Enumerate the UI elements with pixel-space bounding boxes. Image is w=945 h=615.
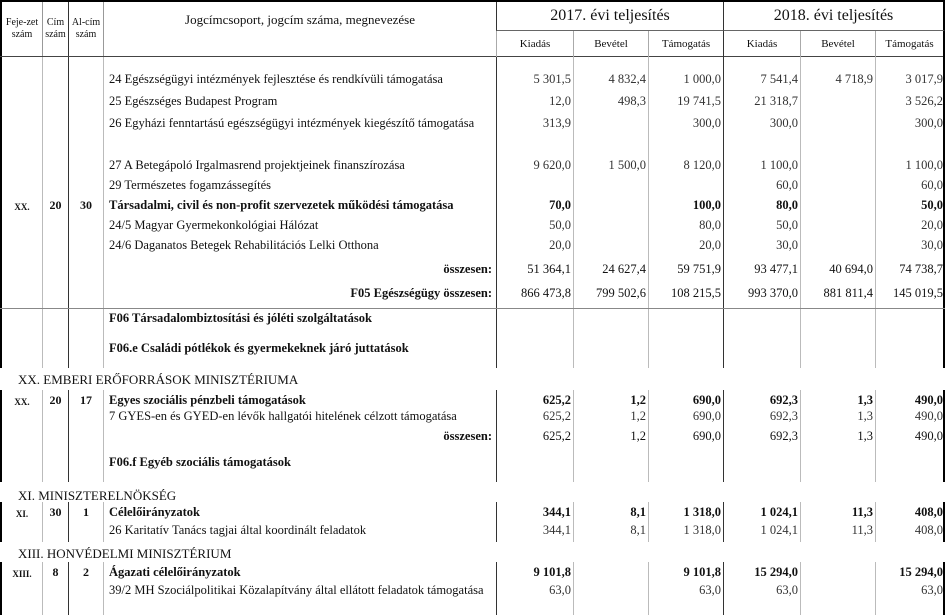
header-tamogatas-2017: Támogatás (648, 31, 723, 57)
bevetel-2018-cell (800, 215, 875, 235)
empty-cell (723, 57, 800, 69)
empty-cell (42, 57, 68, 69)
tamogatas-2018-cell: 74 738,7 (875, 259, 945, 283)
description-cell: Ágazati célelőirányzatok (103, 562, 496, 580)
header-cim: Cím szám (42, 2, 68, 56)
description-cell: F06.e Családi pótlékok és gyermekeknek járó juttatások (103, 338, 496, 368)
kiadas-2017-cell: 625,2 (496, 406, 573, 426)
empty-cell (800, 57, 875, 69)
description-cell: F06.f Egyéb szociális támogatások (103, 452, 496, 482)
bevetel-2017-cell: 799 502,6 (573, 283, 648, 308)
description-cell: 24/6 Daganatos Betegek Rehabilitációs Lelki Otthona (103, 235, 496, 259)
tamogatas-2017-cell: 1 000,0 (648, 69, 723, 91)
alcim-cell (68, 426, 103, 452)
tamogatas-2017-cell: 108 215,5 (648, 283, 723, 308)
tamogatas-2017-cell: 1 318,0 (648, 502, 723, 520)
kiadas-2017-cell (496, 338, 573, 368)
bevetel-2017-cell (573, 308, 648, 338)
description-cell: összesen: (103, 259, 496, 283)
bevetel-2017-cell (573, 175, 648, 195)
tamogatas-2018-cell: 15 294,0 (875, 562, 945, 580)
table-row (0, 452, 945, 482)
bevetel-2017-cell (573, 113, 648, 155)
empty-cell (103, 57, 496, 69)
kiadas-2018-cell: 60,0 (723, 175, 800, 195)
bevetel-2017-cell: 24 627,4 (573, 259, 648, 283)
description-cell: Társadalmi, civil és non-profit szervezetek működési támogatása (103, 195, 496, 215)
cim-cell (42, 235, 68, 259)
description-cell: 24/5 Magyar Gyermekonkológiai Hálózat (103, 215, 496, 235)
fejezet-cell (0, 406, 42, 426)
empty-cell (68, 57, 103, 69)
tamogatas-2017-cell: 8 120,0 (648, 155, 723, 175)
description-cell: 25 Egészséges Budapest Program (103, 91, 496, 113)
alcim-cell (68, 113, 103, 155)
header-year-2017: 2017. évi teljesítés (496, 2, 723, 31)
kiadas-2017-cell: 5 301,5 (496, 69, 573, 91)
bevetel-2018-cell (800, 452, 875, 482)
empty-cell (648, 57, 723, 69)
bevetel-2017-cell (573, 215, 648, 235)
header-kiadas-2017: Kiadás (496, 31, 573, 57)
cim-cell (42, 426, 68, 452)
table-row (0, 155, 945, 175)
kiadas-2018-cell: 21 318,7 (723, 91, 800, 113)
alcim-cell (68, 406, 103, 426)
cim-cell (42, 215, 68, 235)
alcim-cell (68, 308, 103, 338)
table-header (0, 0, 945, 57)
alcim-cell (68, 338, 103, 368)
alcim-cell: 17 (68, 390, 103, 406)
kiadas-2017-cell: 625,2 (496, 390, 573, 406)
fejezet-cell (0, 69, 42, 91)
alcim-cell (68, 580, 103, 615)
tamogatas-2017-cell (648, 338, 723, 368)
fejezet-cell (0, 215, 42, 235)
cim-cell: 30 (42, 502, 68, 520)
alcim-cell: 2 (68, 562, 103, 580)
tamogatas-2018-cell: 490,0 (875, 390, 945, 406)
cim-cell (42, 259, 68, 283)
table-row (0, 390, 945, 406)
kiadas-2017-cell: 63,0 (496, 580, 573, 615)
cim-cell (42, 308, 68, 338)
description-cell: 26 Egyházi fenntartású egészségügyi intézmények kiegészítő támogatása (103, 113, 496, 155)
alcim-cell (68, 69, 103, 91)
alcim-cell: 1 (68, 502, 103, 520)
kiadas-2018-cell: 93 477,1 (723, 259, 800, 283)
cim-cell (42, 580, 68, 615)
description-cell: 24 Egészségügyi intézmények fejlesztése és rendkívüli támogatása (103, 69, 496, 91)
cim-cell (42, 155, 68, 175)
table-row (0, 580, 945, 615)
tamogatas-2018-cell: 408,0 (875, 520, 945, 542)
alcim-cell (68, 235, 103, 259)
fejezet-cell (0, 338, 42, 368)
table-row (0, 69, 945, 91)
description-cell: 7 GYES-en és GYED-en lévők hallgatói hitelének célzott támogatása (103, 406, 496, 426)
table-row (0, 113, 945, 155)
bevetel-2018-cell: 1,3 (800, 406, 875, 426)
tamogatas-2018-cell (875, 338, 945, 368)
tamogatas-2017-cell: 9 101,8 (648, 562, 723, 580)
description-cell: Célelőirányzatok (103, 502, 496, 520)
kiadas-2018-cell: 30,0 (723, 235, 800, 259)
bevetel-2018-cell: 40 694,0 (800, 259, 875, 283)
kiadas-2018-cell: 1 024,1 (723, 502, 800, 520)
header-kiadas-2018: Kiadás (723, 31, 800, 57)
bevetel-2017-cell (573, 235, 648, 259)
fejezet-cell (0, 91, 42, 113)
fejezet-cell: XX. (0, 390, 42, 406)
tamogatas-2018-cell: 300,0 (875, 113, 945, 155)
total-row (0, 259, 945, 283)
bevetel-2017-cell: 1,2 (573, 390, 648, 406)
tamogatas-2018-cell: 490,0 (875, 426, 945, 452)
bevetel-2018-cell (800, 175, 875, 195)
cim-cell (42, 338, 68, 368)
bevetel-2017-cell (573, 195, 648, 215)
alcim-cell (68, 155, 103, 175)
table-row (0, 502, 945, 520)
bevetel-2018-cell (800, 195, 875, 215)
bevetel-2018-cell: 11,3 (800, 520, 875, 542)
kiadas-2017-cell: 70,0 (496, 195, 573, 215)
header-bevetel-2017: Bevétel (573, 31, 648, 57)
description-cell: 29 Természetes fogamzássegítés (103, 175, 496, 195)
tamogatas-2017-cell (648, 175, 723, 195)
bevetel-2018-cell: 11,3 (800, 502, 875, 520)
kiadas-2017-cell: 20,0 (496, 235, 573, 259)
tamogatas-2018-cell: 3 526,2 (875, 91, 945, 113)
bevetel-2018-cell (800, 91, 875, 113)
kiadas-2017-cell: 866 473,8 (496, 283, 573, 308)
table-row (0, 195, 945, 215)
total-row (0, 283, 945, 308)
fejezet-cell (0, 283, 42, 308)
table-row (0, 175, 945, 195)
bevetel-2017-cell: 1,2 (573, 426, 648, 452)
header-bevetel-2018: Bevétel (800, 31, 875, 57)
cim-cell: 20 (42, 195, 68, 215)
alcim-cell (68, 91, 103, 113)
cim-cell (42, 91, 68, 113)
kiadas-2018-cell (723, 452, 800, 482)
cim-cell (42, 520, 68, 542)
kiadas-2018-cell: 1 024,1 (723, 520, 800, 542)
header-alcim: Al-cím szám (68, 2, 103, 56)
kiadas-2017-cell: 625,2 (496, 426, 573, 452)
fejezet-cell (0, 113, 42, 155)
alcim-cell (68, 283, 103, 308)
bevetel-2017-cell (573, 580, 648, 615)
kiadas-2018-cell: 15 294,0 (723, 562, 800, 580)
table-row (0, 91, 945, 113)
bevetel-2018-cell (800, 580, 875, 615)
fejezet-cell: XI. (0, 502, 42, 520)
fejezet-cell (0, 259, 42, 283)
kiadas-2017-cell (496, 175, 573, 195)
kiadas-2017-cell: 50,0 (496, 215, 573, 235)
kiadas-2017-cell: 51 364,1 (496, 259, 573, 283)
kiadas-2018-cell: 993 370,0 (723, 283, 800, 308)
fejezet-cell (0, 520, 42, 542)
kiadas-2018-cell (723, 308, 800, 338)
bevetel-2017-cell: 498,3 (573, 91, 648, 113)
bevetel-2018-cell (800, 113, 875, 155)
table-row (0, 308, 945, 338)
bevetel-2017-cell (573, 338, 648, 368)
tamogatas-2018-cell: 490,0 (875, 406, 945, 426)
tamogatas-2017-cell: 690,0 (648, 406, 723, 426)
description-cell: Egyes szociális pénzbeli támogatások (103, 390, 496, 406)
kiadas-2018-cell: 692,3 (723, 406, 800, 426)
description-cell: F05 Egészségügy összesen: (103, 283, 496, 308)
kiadas-2018-cell: 692,3 (723, 426, 800, 452)
table-row (0, 215, 945, 235)
ministry-section-heading: XIII. HONVÉDELMI MINISZTÉRIUM (18, 546, 232, 561)
cim-cell (42, 283, 68, 308)
bevetel-2018-cell: 1,3 (800, 426, 875, 452)
alcim-cell (68, 520, 103, 542)
ministry-section-heading: XX. EMBERI ERŐFORRÁSOK MINISZTÉRIUMA (18, 372, 299, 387)
kiadas-2018-cell: 692,3 (723, 390, 800, 406)
header-tamogatas-2018: Támogatás (875, 31, 945, 57)
header-description: Jogcímcsoport, jogcím száma, megnevezése (103, 2, 496, 56)
header-year-2018: 2018. évi teljesítés (723, 2, 945, 31)
fejezet-cell (0, 175, 42, 195)
fejezet-cell (0, 452, 42, 482)
empty-cell (0, 57, 42, 69)
tamogatas-2017-cell: 100,0 (648, 195, 723, 215)
tamogatas-2018-cell (875, 452, 945, 482)
tamogatas-2017-cell: 63,0 (648, 580, 723, 615)
tamogatas-2018-cell: 408,0 (875, 502, 945, 520)
table-row (0, 406, 945, 426)
cim-cell (42, 452, 68, 482)
bevetel-2018-cell: 1,3 (800, 390, 875, 406)
table-row (0, 235, 945, 259)
alcim-cell (68, 259, 103, 283)
tamogatas-2017-cell: 19 741,5 (648, 91, 723, 113)
kiadas-2018-cell: 7 541,4 (723, 69, 800, 91)
empty-cell (875, 57, 945, 69)
bevetel-2018-cell: 881 811,4 (800, 283, 875, 308)
bevetel-2017-cell: 8,1 (573, 520, 648, 542)
bevetel-2017-cell: 4 832,4 (573, 69, 648, 91)
table-row (0, 338, 945, 368)
kiadas-2018-cell (723, 338, 800, 368)
cim-cell: 20 (42, 390, 68, 406)
tamogatas-2018-cell: 20,0 (875, 215, 945, 235)
table-row (0, 520, 945, 542)
tamogatas-2017-cell: 1 318,0 (648, 520, 723, 542)
tamogatas-2018-cell: 50,0 (875, 195, 945, 215)
kiadas-2018-cell: 300,0 (723, 113, 800, 155)
cim-cell (42, 406, 68, 426)
spacer-row (0, 57, 945, 69)
tamogatas-2017-cell: 690,0 (648, 426, 723, 452)
bevetel-2018-cell (800, 562, 875, 580)
description-cell: 26 Karitatív Tanács tagjai által koordinált feladatok (103, 520, 496, 542)
empty-cell (573, 57, 648, 69)
kiadas-2017-cell: 12,0 (496, 91, 573, 113)
bevetel-2017-cell: 1,2 (573, 406, 648, 426)
kiadas-2018-cell: 1 100,0 (723, 155, 800, 175)
header-fejezet: Feje-zet szám (0, 2, 42, 56)
kiadas-2017-cell: 9 620,0 (496, 155, 573, 175)
fejezet-cell (0, 155, 42, 175)
kiadas-2017-cell: 9 101,8 (496, 562, 573, 580)
description-cell: 27 A Betegápoló Irgalmasrend projektjeinek finanszírozása (103, 155, 496, 175)
tamogatas-2017-cell (648, 308, 723, 338)
tamogatas-2017-cell (648, 452, 723, 482)
divider (0, 308, 945, 309)
kiadas-2017-cell: 344,1 (496, 520, 573, 542)
cim-cell (42, 175, 68, 195)
alcim-cell (68, 215, 103, 235)
tamogatas-2017-cell: 300,0 (648, 113, 723, 155)
tamogatas-2018-cell (875, 308, 945, 338)
bevetel-2017-cell (573, 452, 648, 482)
fejezet-cell (0, 235, 42, 259)
fejezet-cell: XIII. (0, 562, 42, 580)
bevetel-2018-cell (800, 155, 875, 175)
tamogatas-2018-cell: 63,0 (875, 580, 945, 615)
cim-cell: 8 (42, 562, 68, 580)
bevetel-2018-cell (800, 338, 875, 368)
table-row (0, 562, 945, 580)
kiadas-2018-cell: 50,0 (723, 215, 800, 235)
tamogatas-2017-cell: 20,0 (648, 235, 723, 259)
tamogatas-2018-cell: 3 017,9 (875, 69, 945, 91)
tamogatas-2017-cell: 80,0 (648, 215, 723, 235)
kiadas-2017-cell: 313,9 (496, 113, 573, 155)
kiadas-2017-cell: 344,1 (496, 502, 573, 520)
kiadas-2017-cell (496, 452, 573, 482)
total-row (0, 426, 945, 452)
tamogatas-2018-cell: 60,0 (875, 175, 945, 195)
kiadas-2017-cell (496, 308, 573, 338)
alcim-cell: 30 (68, 195, 103, 215)
description-cell: F06 Társadalombiztosítási és jóléti szolgáltatások (103, 308, 496, 338)
cim-cell (42, 69, 68, 91)
bevetel-2017-cell (573, 562, 648, 580)
description-cell: 39/2 MH Szociálpolitikai Közalapítvány által ellátott feladatok támogatása (103, 580, 496, 615)
tamogatas-2017-cell: 59 751,9 (648, 259, 723, 283)
bevetel-2018-cell (800, 308, 875, 338)
fejezet-cell (0, 580, 42, 615)
kiadas-2018-cell: 63,0 (723, 580, 800, 615)
bevetel-2017-cell: 8,1 (573, 502, 648, 520)
cim-cell (42, 113, 68, 155)
kiadas-2018-cell: 80,0 (723, 195, 800, 215)
bevetel-2018-cell (800, 235, 875, 259)
ministry-section-heading: XI. MINISZTERELNÖKSÉG (18, 488, 177, 503)
tamogatas-2018-cell: 1 100,0 (875, 155, 945, 175)
bevetel-2017-cell: 1 500,0 (573, 155, 648, 175)
empty-cell (496, 57, 573, 69)
alcim-cell (68, 452, 103, 482)
fejezet-cell (0, 426, 42, 452)
fejezet-cell (0, 308, 42, 338)
alcim-cell (68, 175, 103, 195)
bevetel-2018-cell: 4 718,9 (800, 69, 875, 91)
fejezet-cell: XX. (0, 195, 42, 215)
tamogatas-2017-cell: 690,0 (648, 390, 723, 406)
tamogatas-2018-cell: 30,0 (875, 235, 945, 259)
tamogatas-2018-cell: 145 019,5 (875, 283, 945, 308)
description-cell: összesen: (103, 426, 496, 452)
